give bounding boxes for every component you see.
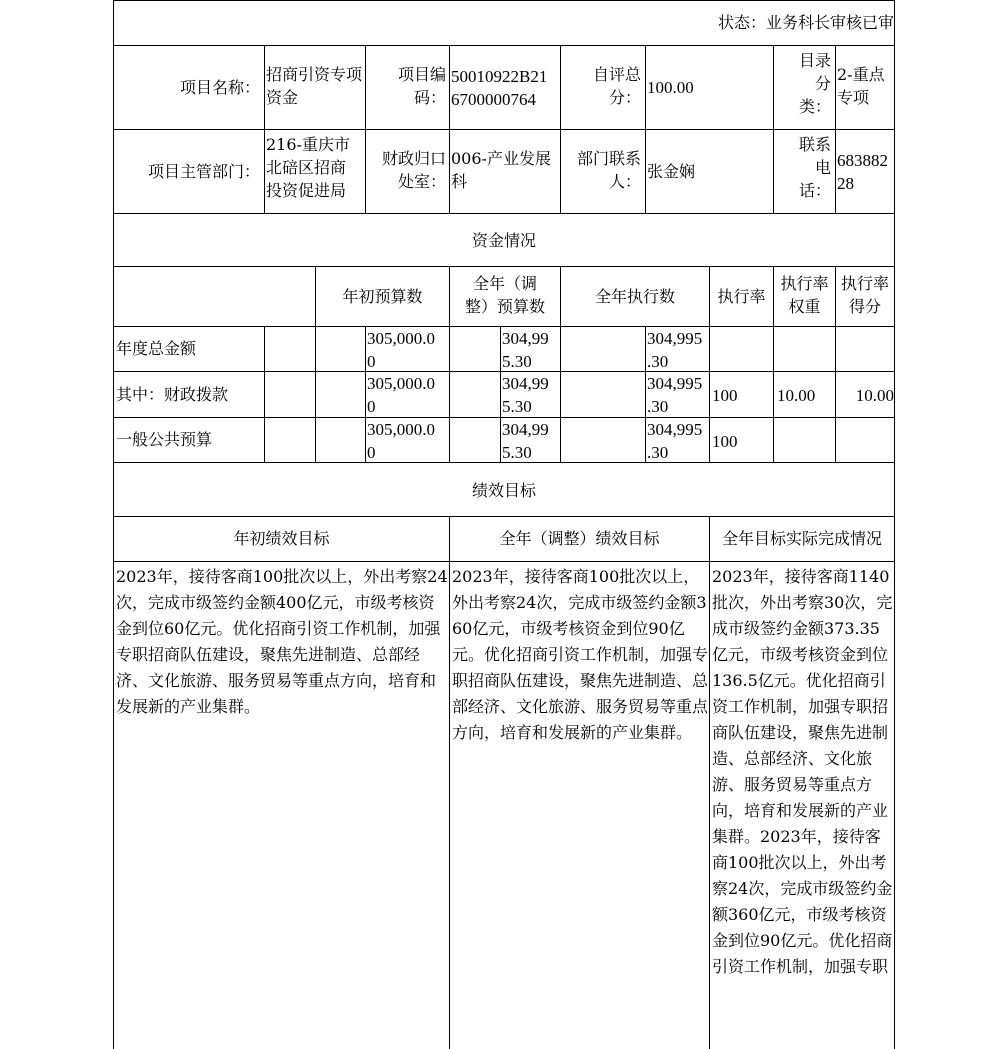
- funds-row-executed: 304,995 .30: [647, 420, 703, 462]
- goals-initial-text: 2023年，接待客商100批次以上，外出考察24次，完成市级签约金额400亿元，市级考核资金到位60亿元。优化招商引资工作机制，加强专职招商队伍建设，聚焦先进制造、总部经济、文化旅游、服务贸易等重点方向，培育和发展新的产业集群。: [116, 567, 448, 716]
- funds-row-weight: 10.00: [777, 386, 816, 405]
- goals-header-actual: 全年目标实际完成情况: [721, 529, 882, 548]
- project-code-label: 项目编 码：: [397, 65, 446, 107]
- funds-row-adjusted: 304,99 5.30: [502, 420, 549, 462]
- funds-row-label: 一般公共预算: [116, 430, 213, 449]
- catalog-label: 目录 分 类：: [798, 51, 831, 116]
- funds-row-score: 10.00: [855, 386, 894, 405]
- goals-header-adjusted: 全年（调整）绩效目标: [499, 529, 660, 548]
- finance-office-value: 006-产业发展 科: [451, 149, 551, 191]
- project-name-label: 项目名称：: [179, 78, 260, 97]
- funds-header-executed: 全年执行数: [594, 287, 675, 306]
- funds-row-adjusted: 304,99 5.30: [502, 329, 549, 371]
- funds-row-executed: 304,995 .30: [647, 374, 703, 416]
- funds-section-title: 资金情况: [471, 231, 536, 250]
- contact-label: 部门联系 人：: [576, 149, 641, 191]
- phone-value: 683882 28: [837, 151, 888, 193]
- goals-section-title: 绩效目标: [471, 481, 536, 500]
- goals-header-initial: 年初绩效目标: [233, 529, 330, 548]
- funds-header-adjusted: 全年（调 整）预算数: [464, 274, 545, 316]
- funds-row-adjusted: 304,99 5.30: [502, 374, 549, 416]
- catalog-value: 2-重点 专项: [837, 65, 885, 107]
- self-score-value: 100.00: [647, 78, 694, 97]
- dept-label: 项目主管部门：: [147, 162, 260, 181]
- funds-header-weight: 执行率 权重: [780, 274, 829, 316]
- funds-header-rate: 执行率: [717, 287, 766, 306]
- funds-row-initial: 305,000.0 0: [367, 420, 435, 462]
- project-code-value: 50010922B21 6700000764: [451, 67, 548, 109]
- funds-row-initial: 305,000.0 0: [367, 329, 435, 371]
- phone-label: 联系 电 话：: [798, 135, 831, 200]
- project-name-value: 招商引资专项资金: [266, 65, 363, 107]
- funds-row-label: 年度总金额: [116, 339, 197, 358]
- funds-header-score: 执行率 得分: [840, 274, 889, 316]
- finance-office-label: 财政归口 处室：: [381, 149, 446, 191]
- contact-value: 张金娴: [647, 162, 696, 181]
- self-score-label: 自评总 分：: [592, 65, 641, 107]
- funds-row-rate: 100: [712, 386, 738, 405]
- dept-value: 216-重庆市 北碚区招商 投资促进局: [266, 135, 350, 200]
- funds-row-rate: 100: [712, 432, 738, 451]
- status-text: 状态：业务科长审核已审: [717, 13, 894, 32]
- funds-header-initial: 年初预算数: [342, 287, 423, 306]
- goals-actual-text: 2023年，接待客商1140批次，外出考察30次，完成市级签约金额373.35亿元，市级考核资金到位136.5亿元。优化招商引资工作机制，加强专职招商队伍建设，聚焦先进制造、总部经济、文化旅游、服务贸易等重点方向，培育和发展新的产业集群。2023年，接待客商100批次以上，外出考察24次，完成市级签约金额360亿元，市级考核资金到位90亿元。优化招商引资工作机制，加强专职: [712, 567, 893, 976]
- goals-adjusted-text: 2023年，接待客商100批次以上，外出考察24次，完成市级签约金额360亿元，市级考核资金到位90亿元。优化招商引资工作机制，加强专职招商队伍建设，聚焦先进制造、总部经济、文化旅游、服务贸易等重点方向，培育和发展新的产业集群。: [452, 567, 708, 742]
- funds-row-executed: 304,995 .30: [647, 329, 703, 371]
- funds-row-label: 其中：财政拨款: [116, 385, 229, 404]
- funds-row-initial: 305,000.0 0: [367, 374, 435, 416]
